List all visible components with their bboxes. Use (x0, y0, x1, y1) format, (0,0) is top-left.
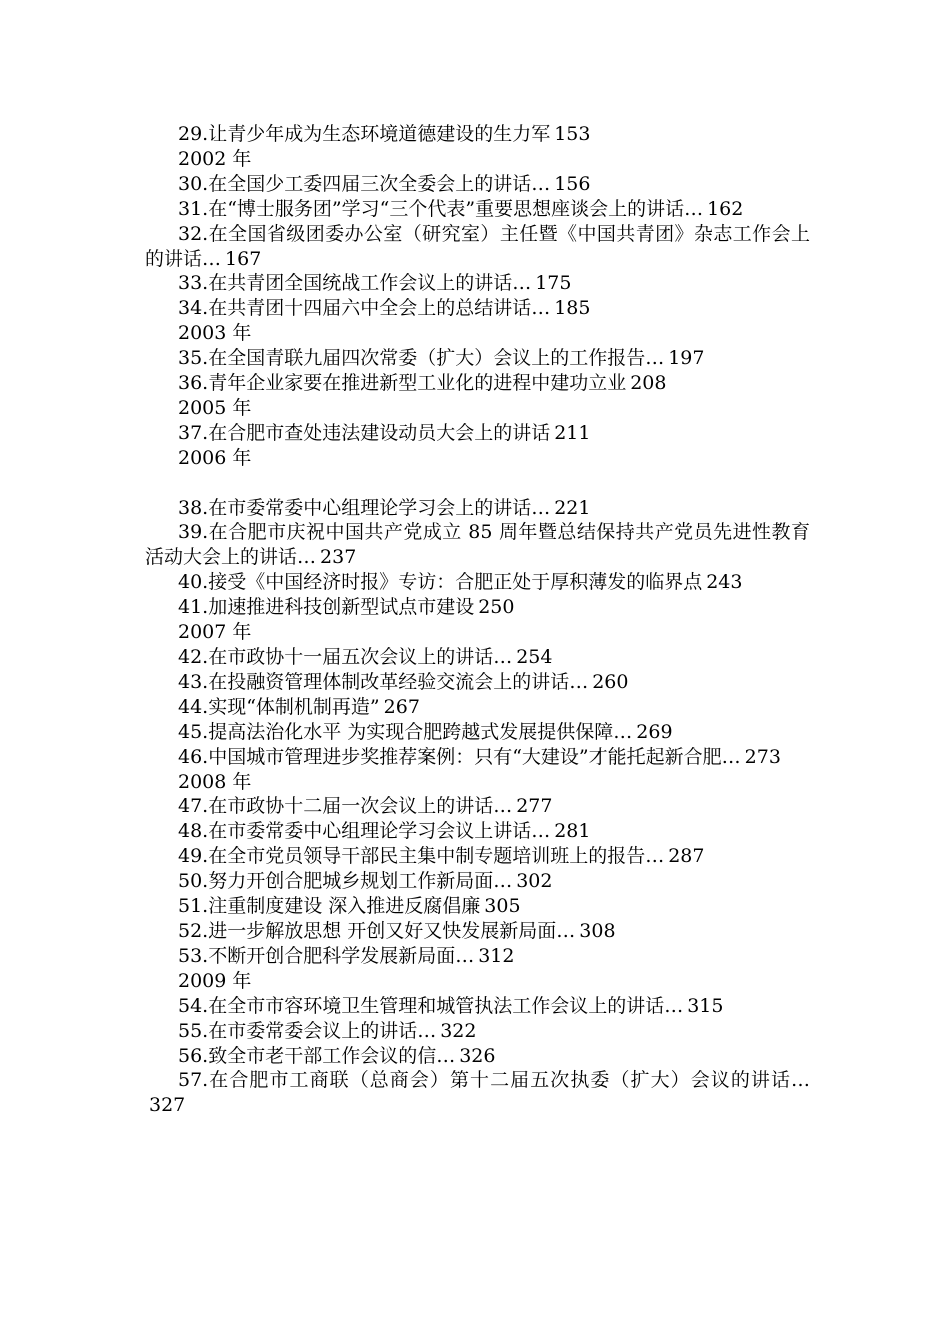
toc-entry (145, 371, 810, 396)
toc-entry-title: 51.注重制度建设 深入推进反腐倡廉 (178, 895, 481, 918)
toc-year-heading: 2002 年 (178, 147, 252, 170)
toc-entry-title: 54.在全市市容环境卫生管理和城管执法工作会议上的讲话… (178, 994, 684, 1017)
toc-entry-page: 267 (383, 695, 420, 718)
toc-entry (145, 745, 810, 770)
toc-entry-title: 44.实现“体制机制再造” (178, 695, 380, 718)
toc-entry-page: 221 (554, 496, 591, 519)
toc-entry (145, 1068, 810, 1118)
toc-entry-page: 315 (687, 994, 724, 1017)
toc-entry-page: 273 (744, 745, 781, 768)
toc-entry (145, 670, 810, 695)
toc-entry (145, 1019, 810, 1044)
toc-entry-title: 31.在“博士服务团”学习“三个代表”重要思想座谈会上的讲话… (178, 197, 704, 220)
toc-entry (145, 296, 810, 321)
toc-entry-page: 322 (440, 1019, 477, 1042)
toc-entry-page: 277 (516, 795, 553, 818)
toc-year-heading: 2003 年 (178, 322, 252, 345)
toc-entry-title: 41.加速推进科技创新型试点市建设 (178, 596, 475, 619)
toc-entry-title: 57.在合肥市工商联（总商会）第十二届五次执委（扩大）会议的讲话… (178, 1069, 810, 1092)
toc-entry-title: 46.中国城市管理进步奖推荐案例：只有“大建设”才能托起新合肥… (178, 745, 741, 768)
toc-entry-page: 162 (707, 197, 744, 220)
toc-entry (145, 172, 810, 197)
toc-entry-title: 47.在市政协十二届一次会议上的讲话… (178, 795, 513, 818)
toc-entry-title: 39.在合肥市庆祝中国共产党成立 85 周年暨总结保持共产党员先进性教育活动大会上的讲话… (145, 521, 810, 569)
toc-entry (145, 720, 810, 745)
toc-entry-page: 211 (554, 421, 591, 444)
toc-entry-page: 208 (630, 372, 667, 395)
toc-year-heading: 2005 年 (178, 396, 252, 419)
toc-entry-title: 37.在合肥市查处违法建设动员大会上的讲话 (178, 421, 551, 444)
toc-entry-page: 312 (478, 944, 515, 967)
toc-entry-title: 53.不断开创合肥科学发展新局面… (178, 944, 475, 967)
toc-entry (145, 869, 810, 894)
toc-entry (145, 520, 810, 570)
toc-entry (145, 844, 810, 869)
toc-entry-title: 45.提高法治化水平 为实现合肥跨越式发展提供保障… (178, 720, 633, 743)
toc-entry (145, 570, 810, 595)
toc-entry-title: 33.在共青团全国统战工作会议上的讲话… (178, 272, 532, 295)
blank-line (145, 471, 810, 496)
toc-entry (145, 819, 810, 844)
toc-year-heading: 2009 年 (178, 969, 252, 992)
toc-entry-page: 175 (535, 272, 572, 295)
toc-entry-title: 32.在全国省级团委办公室（研究室）主任暨《中国共青团》杂志工作会上的讲话… (145, 222, 810, 270)
toc-entry (145, 894, 810, 919)
toc-entry-page: 326 (459, 1044, 496, 1067)
toc-entry (145, 496, 810, 521)
toc-entry-page: 281 (554, 820, 591, 843)
toc-entry-page: 269 (636, 720, 673, 743)
toc-entry (145, 346, 810, 371)
toc-entry-title: 56.致全市老干部工作会议的信… (178, 1044, 456, 1067)
toc-entry-title: 42.在市政协十一届五次会议上的讲话… (178, 646, 513, 669)
toc-entry (145, 197, 810, 222)
toc-entry-title: 43.在投融资管理体制改革经验交流会上的讲话… (178, 670, 589, 693)
toc-entry-page: 167 (225, 247, 262, 270)
toc-entry-page: 250 (478, 596, 515, 619)
toc-entry-page: 287 (668, 845, 705, 868)
toc-entry-title: 48.在市委常委中心组理论学习会议上讲话… (178, 820, 551, 843)
toc-entry (145, 1044, 810, 1069)
table-of-contents (145, 122, 810, 1118)
toc-entry-title: 49.在全市党员领导干部民主集中制专题培训班上的报告… (178, 845, 665, 868)
toc-entry-title: 30.在全国少工委四届三次全委会上的讲话… (178, 172, 551, 195)
toc-entry-page: 185 (554, 297, 591, 320)
toc-entry (145, 421, 810, 446)
toc-entry-title: 35.在全国青联九届四次常委（扩大）会议上的工作报告… (178, 347, 665, 370)
toc-entry (145, 944, 810, 969)
toc-entry (145, 919, 810, 944)
toc-year-heading: 2006 年 (178, 446, 252, 469)
toc-entry-title: 55.在市委常委会议上的讲话… (178, 1019, 437, 1042)
toc-entry-page: 156 (554, 172, 591, 195)
toc-year-heading: 2007 年 (178, 621, 252, 644)
toc-entry (145, 122, 810, 147)
toc-entry-title: 52.进一步解放思想 开创又好又快发展新局面… (178, 919, 576, 942)
toc-year-heading: 2008 年 (178, 770, 252, 793)
toc-entry-title: 29.让青少年成为生态环境道德建设的生力军 (178, 123, 551, 145)
toc-entry-title: 36.青年企业家要在推进新型工业化的进程中建功立业 (178, 372, 627, 395)
toc-entry-title: 50.努力开创合肥城乡规划工作新局面… (178, 870, 513, 893)
toc-entry-page: 308 (579, 919, 616, 942)
toc-entry (145, 271, 810, 296)
toc-entry-page: 237 (320, 546, 357, 569)
toc-entry (145, 222, 810, 272)
toc-entry-page: 260 (592, 670, 629, 693)
toc-entry-title: 34.在共青团十四届六中全会上的总结讲话… (178, 297, 551, 320)
toc-entry (145, 595, 810, 620)
toc-entry-page: 197 (668, 347, 705, 370)
toc-entry (145, 994, 810, 1019)
toc-entry (145, 645, 810, 670)
toc-entry-page: 243 (706, 571, 743, 594)
toc-entry-page: 153 (554, 123, 591, 145)
toc-entry-page: 254 (516, 646, 553, 669)
toc-entry-page: 305 (484, 895, 521, 918)
toc-entry-title: 38.在市委常委中心组理论学习会上的讲话… (178, 496, 551, 519)
toc-entry-title: 40.接受《中国经济时报》专访：合肥正处于厚积薄发的临界点 (178, 571, 703, 594)
toc-entry (145, 695, 810, 720)
toc-entry-page: 302 (516, 870, 553, 893)
toc-entry-page: 327 (149, 1094, 186, 1117)
toc-entry (145, 794, 810, 819)
